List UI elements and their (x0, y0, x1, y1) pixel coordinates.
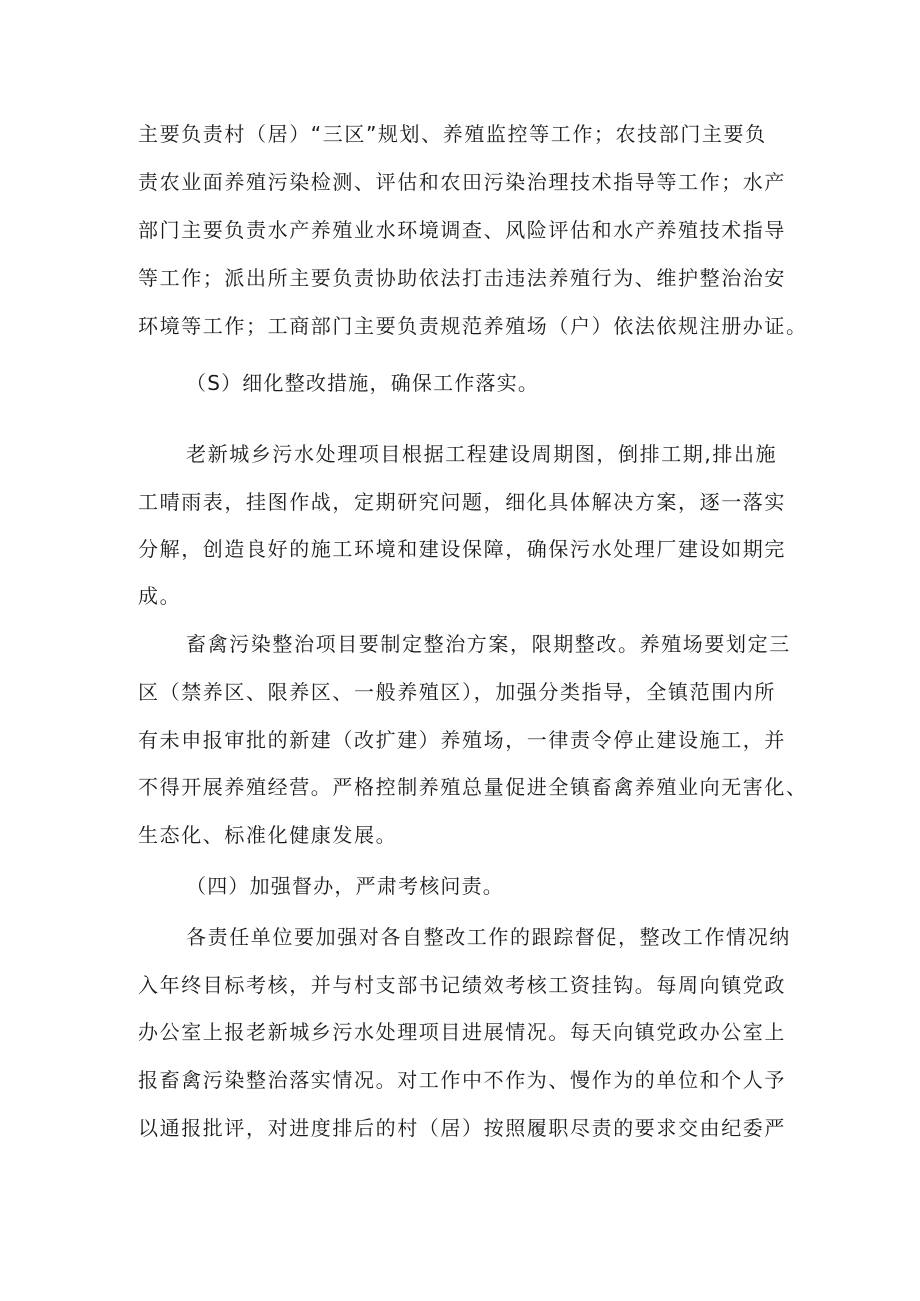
text-line: 老新城乡污水处理项目根据工程建设周期图，倒排工期,排出施 (186, 442, 778, 466)
section-heading-supervision: （四）加强督办，严肃考核问责。 (186, 874, 504, 898)
text-line: 各责任单位要加强对各自整改工作的跟踪督促，整改工作情况纳 (186, 925, 791, 949)
text-line: 工晴雨表，挂图作战，定期研究问题，细化具体解决方案，逐一落实 (138, 490, 786, 514)
text-line: 成。 (138, 584, 182, 608)
text-line: 入年终目标考核，并与村支部书记绩效考核工资挂钩。每周向镇党政 (138, 973, 786, 997)
text-line: 分解，创造良好的施工环境和建设保障，确保污水处理厂建设如期完 (138, 537, 786, 561)
text-line: 生态化、标准化健康发展。 (138, 823, 398, 847)
text-line: 环境等工作；工商部门主要负责规范养殖场（户）依法依规注册办证。 (138, 314, 808, 338)
text-line: 不得开展养殖经营。严格控制养殖总量促进全镇畜禽养殖业向无害化、 (138, 775, 808, 799)
text-line: 报畜禽污染整治落实情况。对工作中不作为、慢作为的单位和个人予 (138, 1068, 786, 1092)
text-line: 责农业面养殖污染检测、评估和农田污染治理技术指导等工作；水产 (138, 170, 786, 194)
text-line: 以通报批评，对进度排后的村（居）按照履职尽责的要求交由纪委严 (138, 1116, 786, 1140)
section-heading-refine-measures: （S）细化整改措施，确保工作落实。 (186, 371, 540, 395)
text-line: 等工作；派出所主要负责协助依法打击违法养殖行为、维护整治治安 (138, 266, 786, 290)
text-line: 有未申报审批的新建（改扩建）养殖场，一律责令停止建设施工，并 (138, 728, 786, 752)
text-line: 部门主要负责水产养殖业水环境调查、风险评估和水产养殖技术指导 (138, 218, 786, 242)
text-line: 主要负责村（居）“三区”规划、养殖监控等工作；农技部门主要负 (138, 122, 767, 146)
text-line: 畜禽污染整治项目要制定整治方案，限期整改。养殖场要划定三 (186, 632, 791, 656)
text-line: 办公室上报老新城乡污水处理项目进展情况。每天向镇党政办公室上 (138, 1020, 786, 1044)
text-line: 区（禁养区、限养区、一般养殖区），加强分类指导，全镇范围内所 (138, 680, 776, 704)
